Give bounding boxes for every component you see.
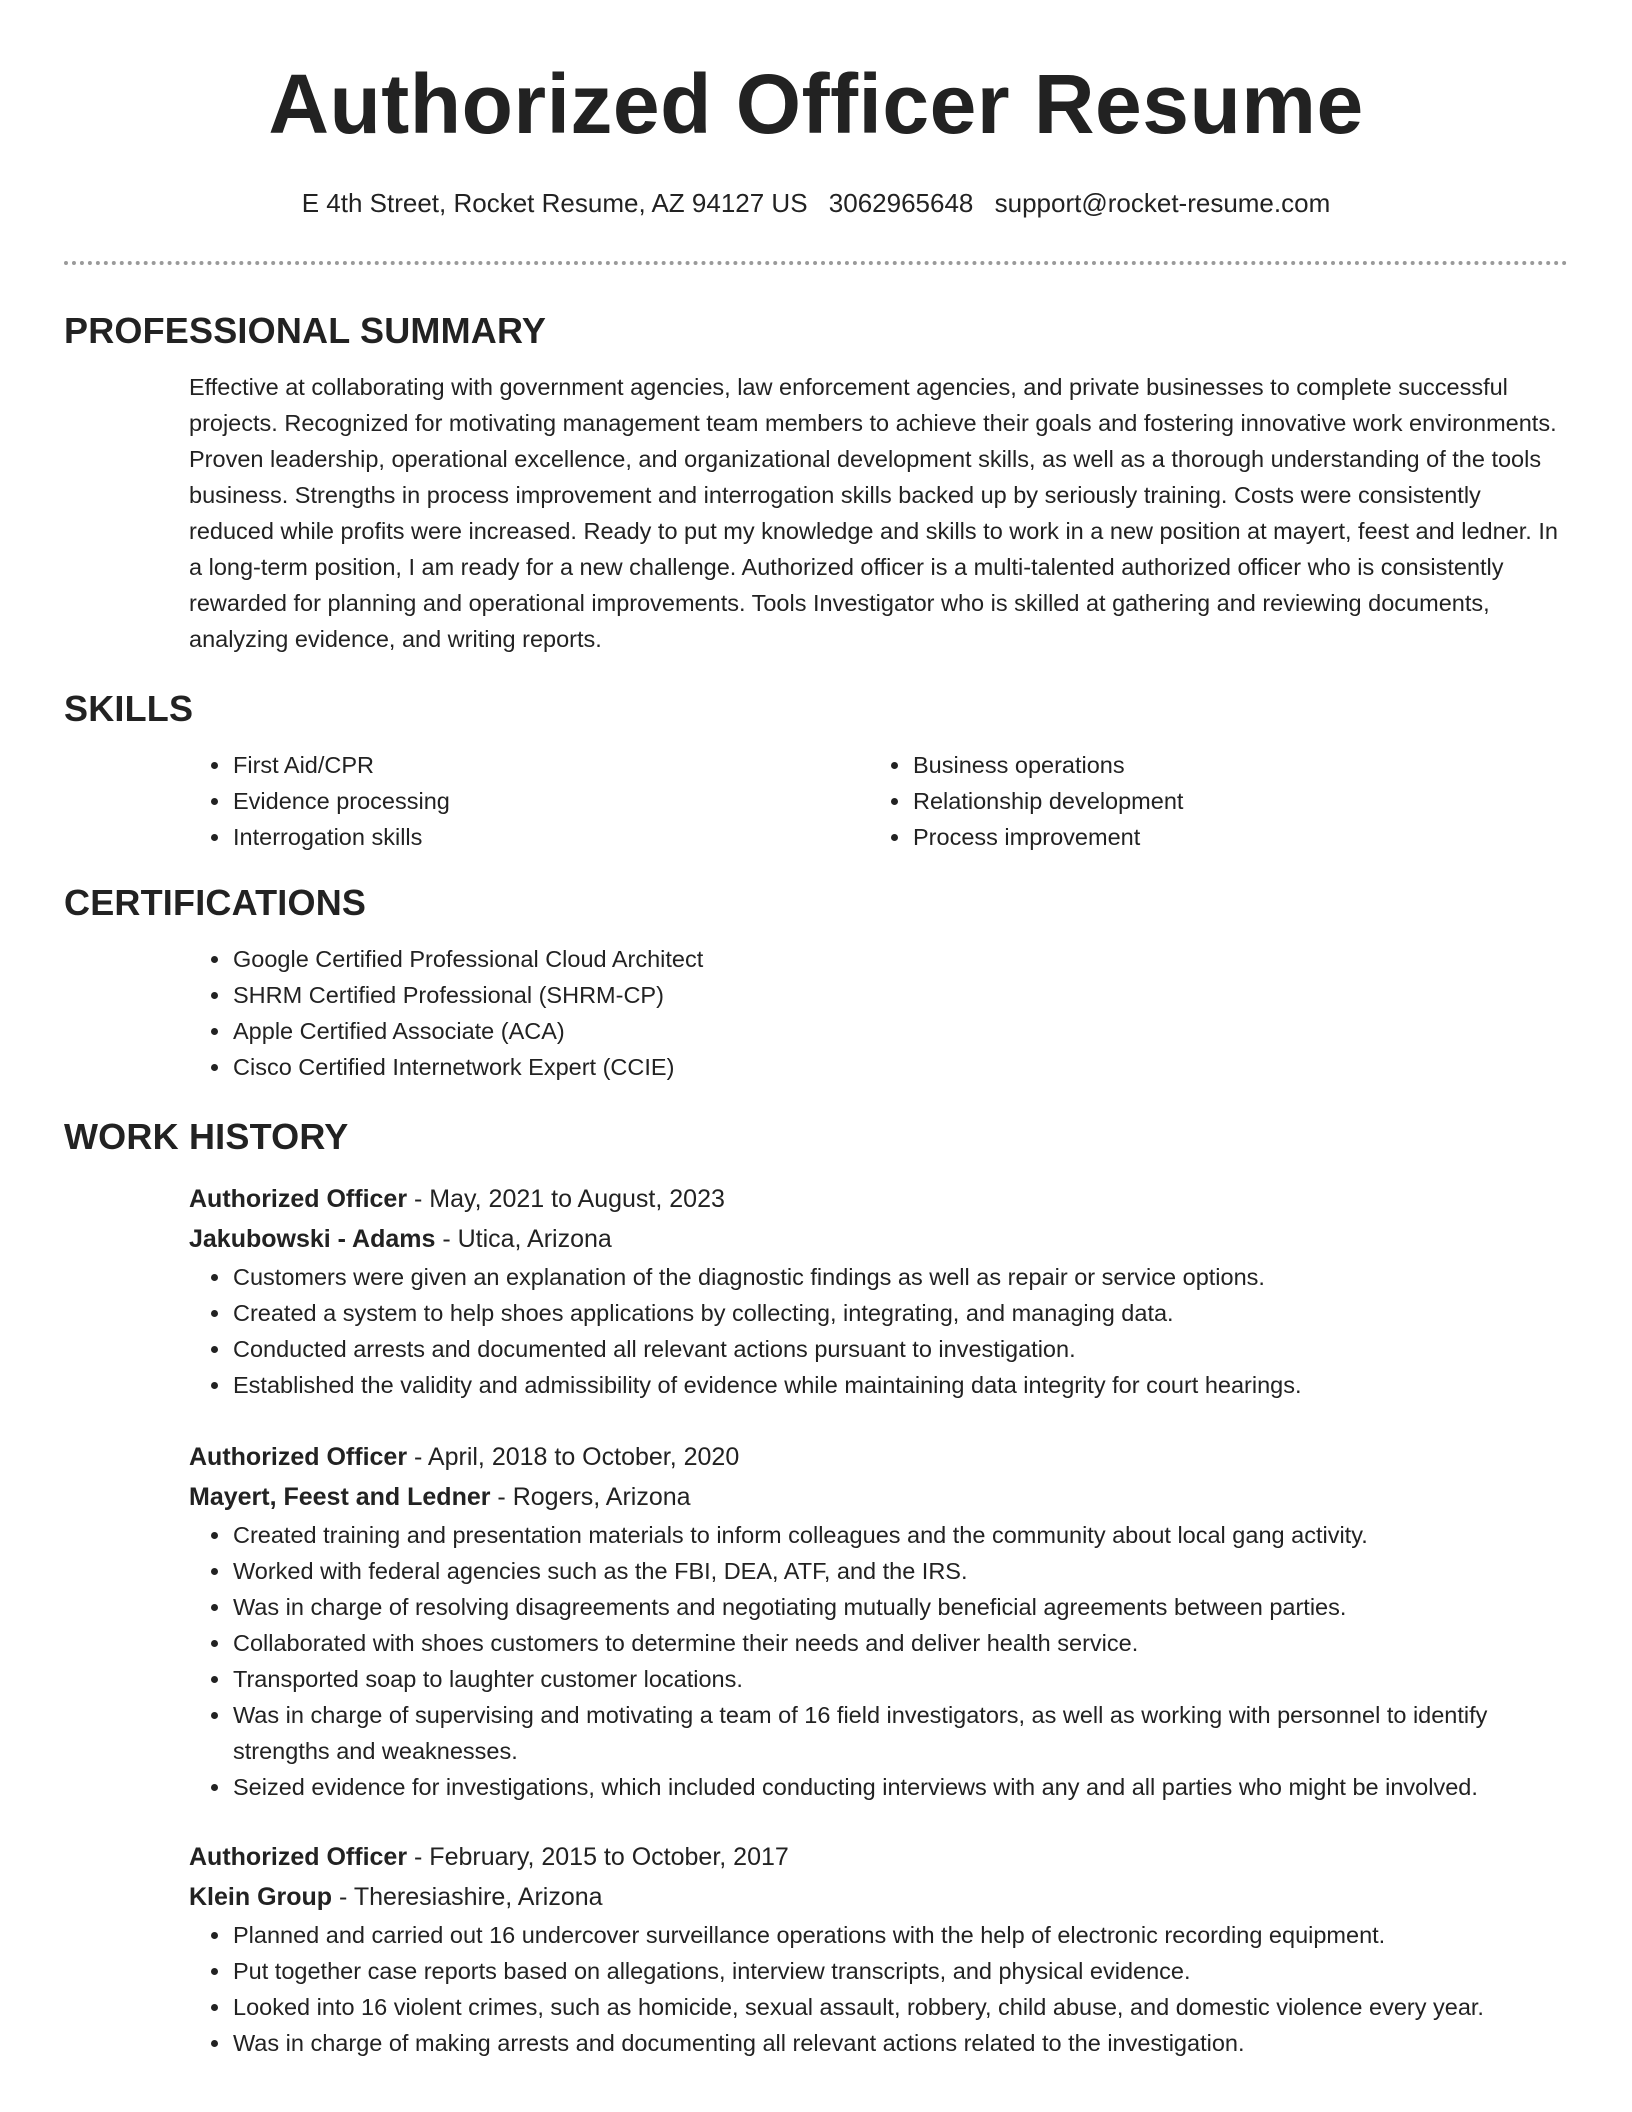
job-duty: • Put together case reports based on allegations, interview transcripts, and physical evidence.: [232, 1953, 1568, 1989]
contact-line: [64, 186, 1568, 220]
job-location: - Rogers, Arizona: [490, 1483, 691, 1511]
job-role: Authorized Officer: [189, 1443, 408, 1471]
certifications-section: [64, 881, 1568, 1085]
job-entry: [189, 1179, 1568, 1403]
certifications-list-wrap: [189, 941, 1568, 1085]
resume-header: [64, 0, 1568, 220]
skill-item: • Process improvement: [912, 819, 1568, 855]
job-duty: • Collaborated with shoes customers to determine their needs and deliver health service.: [232, 1625, 1568, 1661]
job-duties: [189, 1259, 1568, 1403]
job-role: Authorized Officer: [189, 1843, 408, 1871]
skills-grid: [189, 747, 1568, 855]
summary-section: [64, 309, 1568, 657]
contact-email: support@rocket-resume.com: [994, 188, 1331, 218]
job-entry: [189, 1437, 1568, 1805]
job-dates: - February, 2015 to October, 2017: [407, 1843, 789, 1871]
job-duties: [189, 1517, 1568, 1805]
job-role: Authorized Officer: [189, 1185, 408, 1213]
certification-item: • Apple Certified Associate (ACA): [232, 1013, 1568, 1049]
job-dates: - May, 2021 to August, 2023: [407, 1185, 725, 1213]
certifications-heading: CERTIFICATIONS: [64, 882, 367, 923]
job-duty: • Conducted arrests and documented all relevant actions pursuant to investigation.: [232, 1331, 1568, 1367]
job-duty: • Was in charge of making arrests and documenting all relevant actions related to the investigation.: [232, 2025, 1568, 2061]
certification-item: • Cisco Certified Internetwork Expert (CCIE): [232, 1049, 1568, 1085]
skills-list-right: [869, 747, 1568, 855]
job-location: - Utica, Arizona: [435, 1225, 612, 1253]
job-duty: • Planned and carried out 16 undercover surveillance operations with the help of electronic recording equipment.: [232, 1917, 1568, 1953]
skill-item: • Interrogation skills: [232, 819, 869, 855]
job-duty: • Created a system to help shoes applications by collecting, integrating, and managing data.: [232, 1295, 1568, 1331]
job-duty: • Seized evidence for investigations, which included conducting interviews with any and all parties who might be involved.: [232, 1769, 1568, 1805]
resume-title: Authorized Officer Resume: [268, 57, 1364, 151]
job-duty: • Established the validity and admissibility of evidence while maintaining data integrity for court hearings.: [232, 1367, 1568, 1403]
work-history-heading: WORK HISTORY: [64, 1116, 349, 1157]
job-company-line: [189, 1477, 1568, 1517]
job-company: Klein Group: [189, 1883, 333, 1911]
job-location: - Theresiashire, Arizona: [332, 1883, 603, 1911]
certification-item: • Google Certified Professional Cloud Architect: [232, 941, 1568, 977]
skill-item: • Evidence processing: [232, 783, 869, 819]
skills-list-left: [189, 747, 869, 855]
job-title-line: [189, 1437, 1568, 1477]
job-duty: • Created training and presentation materials to inform colleagues and the community about local gang activity.: [232, 1517, 1568, 1553]
certification-item: • SHRM Certified Professional (SHRM-CP): [232, 977, 1568, 1013]
job-entry: [189, 1837, 1568, 2061]
work-history-section: [64, 1115, 1568, 2061]
job-company-line: [189, 1877, 1568, 1917]
job-duty: • Transported soap to laughter customer locations.: [232, 1661, 1568, 1697]
job-duties: [189, 1917, 1568, 2061]
contact-address: E 4th Street, Rocket Resume, AZ 94127 US: [301, 188, 808, 218]
job-duty: • Worked with federal agencies such as the FBI, DEA, ATF, and the IRS.: [232, 1553, 1568, 1589]
skill-item: • Business operations: [912, 747, 1568, 783]
skill-item: • First Aid/CPR: [232, 747, 869, 783]
header-divider: [64, 261, 1568, 265]
skills-section: [64, 687, 1568, 855]
job-company: Jakubowski - Adams: [189, 1225, 436, 1253]
skills-heading: SKILLS: [64, 688, 194, 729]
job-title-line: [189, 1837, 1568, 1877]
certifications-list: [189, 941, 1568, 1085]
summary-text: Effective at collaborating with government agencies, law enforcement agencies, and private businesses to complete successful projects. Recognized for motivating management team members to achieve their goals and fostering innovative work environments. Proven leadership, operational excellence, and organizational development skills, as well as a thorough understanding of the tools business. Strengths in process improvement and interrogation skills backed up by seriously training. Costs were consistently reduced while profits were increased. Ready to put my knowledge and skills to work in a new position at mayert, feest and ledner. In a long-term position, I am ready for a new challenge. Authorized officer is a multi-talented authorized officer who is consistently rewarded for planning and operational improvements. Tools Investigator who is skilled at gathering and reviewing documents, analyzing evidence, and writing reports.: [189, 374, 1558, 652]
job-duty: • Customers were given an explanation of the diagnostic findings as well as repair or service options.: [232, 1259, 1568, 1295]
job-title-line: [189, 1179, 1568, 1219]
job-dates: - April, 2018 to October, 2020: [407, 1443, 740, 1471]
job-duty: • Was in charge of supervising and motivating a team of 16 field investigators, as well as working with personnel to identify strengths and weaknesses.: [232, 1697, 1568, 1769]
job-duty: • Looked into 16 violent crimes, such as homicide, sexual assault, robbery, child abuse, and domestic violence every year.: [232, 1989, 1568, 2025]
contact-phone: 3062965648: [828, 188, 974, 218]
skill-item: • Relationship development: [912, 783, 1568, 819]
job-company-line: [189, 1219, 1568, 1259]
job-duty: • Was in charge of resolving disagreements and negotiating mutually beneficial agreements between parties.: [232, 1589, 1568, 1625]
summary-heading: PROFESSIONAL SUMMARY: [64, 310, 547, 351]
job-company: Mayert, Feest and Ledner: [189, 1483, 491, 1511]
